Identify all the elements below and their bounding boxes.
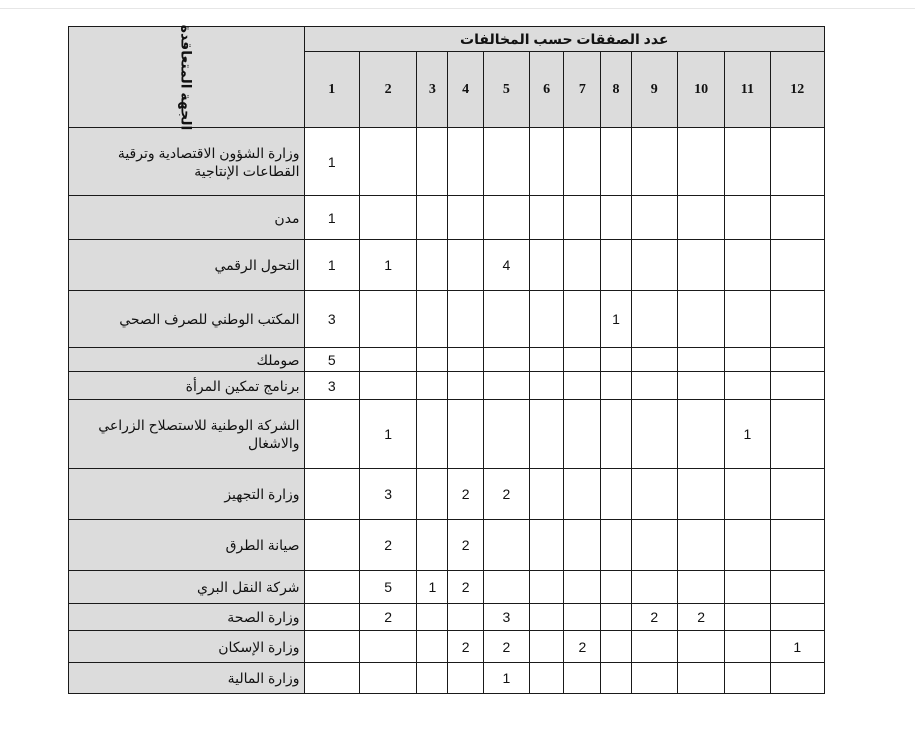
count-cell xyxy=(304,469,359,520)
entity-name-cell: برنامج تمكين المرأة xyxy=(69,372,305,400)
count-cell: 2 xyxy=(483,631,529,663)
count-cell xyxy=(601,604,631,631)
count-cell xyxy=(601,240,631,291)
column-number-header: 1 xyxy=(304,52,359,128)
entity-name-cell: صيانة الطرق xyxy=(69,520,305,571)
table-row xyxy=(69,372,825,400)
count-cell xyxy=(770,348,824,372)
count-cell xyxy=(530,348,564,372)
count-cell xyxy=(417,631,448,663)
count-cell: 1 xyxy=(304,128,359,196)
count-cell xyxy=(601,520,631,571)
count-cell xyxy=(770,240,824,291)
count-cell xyxy=(601,400,631,469)
count-cell xyxy=(417,663,448,694)
table-row xyxy=(69,571,825,604)
entity-name-cell: المكتب الوطني للصرف الصحي xyxy=(69,291,305,348)
count-cell xyxy=(770,196,824,240)
count-cell xyxy=(677,291,724,348)
entity-name-cell: وزارة الصحة xyxy=(69,604,305,631)
table-row xyxy=(69,291,825,348)
count-cell xyxy=(564,128,601,196)
count-cell xyxy=(770,128,824,196)
count-cell xyxy=(359,128,416,196)
column-number-header: 3 xyxy=(417,52,448,128)
count-cell xyxy=(770,372,824,400)
count-cell xyxy=(725,520,770,571)
count-cell: 1 xyxy=(725,400,770,469)
count-cell xyxy=(448,663,483,694)
count-cell xyxy=(304,571,359,604)
table-body xyxy=(69,128,825,694)
count-cell: 2 xyxy=(448,469,483,520)
count-cell xyxy=(359,348,416,372)
count-cell xyxy=(530,631,564,663)
count-cell xyxy=(677,469,724,520)
entity-name-cell: شركة النقل البري xyxy=(69,571,305,604)
count-cell xyxy=(483,520,529,571)
count-cell xyxy=(359,291,416,348)
table-row xyxy=(69,240,825,291)
count-cell xyxy=(677,128,724,196)
count-cell xyxy=(304,631,359,663)
count-cell xyxy=(564,571,601,604)
count-cell xyxy=(770,469,824,520)
count-cell xyxy=(359,631,416,663)
count-cell xyxy=(483,128,529,196)
count-cell xyxy=(725,196,770,240)
count-cell xyxy=(601,663,631,694)
entity-name-cell: التحول الرقمي xyxy=(69,240,305,291)
count-cell xyxy=(564,240,601,291)
count-cell xyxy=(530,400,564,469)
count-cell xyxy=(564,400,601,469)
entity-name-cell: وزارة الشؤون الاقتصادية وترقية القطاعات الإنتاجية xyxy=(69,128,305,196)
entity-name-cell: صوملك xyxy=(69,348,305,372)
count-cell xyxy=(677,571,724,604)
table-row xyxy=(69,348,825,372)
count-cell xyxy=(725,348,770,372)
count-cell xyxy=(417,291,448,348)
column-number-header: 2 xyxy=(359,52,416,128)
count-cell xyxy=(564,348,601,372)
count-cell xyxy=(564,291,601,348)
count-cell xyxy=(417,128,448,196)
count-cell xyxy=(725,128,770,196)
count-cell xyxy=(304,604,359,631)
count-cell: 3 xyxy=(304,291,359,348)
count-cell xyxy=(725,604,770,631)
column-number-header: 10 xyxy=(677,52,724,128)
column-number-header: 5 xyxy=(483,52,529,128)
count-cell xyxy=(601,196,631,240)
count-cell xyxy=(677,631,724,663)
column-number-header: 7 xyxy=(564,52,601,128)
count-cell xyxy=(417,469,448,520)
count-cell xyxy=(530,128,564,196)
table-row xyxy=(69,663,825,694)
count-cell xyxy=(631,520,677,571)
count-cell xyxy=(631,631,677,663)
count-cell xyxy=(359,663,416,694)
count-cell: 1 xyxy=(304,240,359,291)
count-cell xyxy=(448,240,483,291)
count-cell xyxy=(530,196,564,240)
count-cell xyxy=(725,469,770,520)
count-cell xyxy=(601,348,631,372)
count-cell xyxy=(304,520,359,571)
count-cell xyxy=(725,291,770,348)
count-cell xyxy=(483,571,529,604)
entity-column-header-text: الجهة المتعاقدة xyxy=(178,24,195,131)
count-cell xyxy=(530,469,564,520)
count-cell xyxy=(725,571,770,604)
count-cell xyxy=(770,520,824,571)
count-cell: 1 xyxy=(304,196,359,240)
count-cell xyxy=(304,400,359,469)
count-cell xyxy=(417,372,448,400)
count-cell: 2 xyxy=(359,604,416,631)
column-number-header: 6 xyxy=(530,52,564,128)
count-cell xyxy=(359,372,416,400)
count-cell xyxy=(631,348,677,372)
count-cell xyxy=(448,400,483,469)
violations-table xyxy=(68,26,825,694)
violations-group-header: عدد الصفقات حسب المخالفات xyxy=(304,27,824,52)
count-cell xyxy=(564,663,601,694)
entity-name-cell: الشركة الوطنية للاستصلاح الزراعي والاشغال xyxy=(69,400,305,469)
page-top-rule xyxy=(0,8,915,9)
table-row xyxy=(69,520,825,571)
count-cell xyxy=(417,400,448,469)
table-row xyxy=(69,128,825,196)
column-number-header: 12 xyxy=(770,52,824,128)
count-cell xyxy=(530,571,564,604)
count-cell xyxy=(677,240,724,291)
entity-column-header xyxy=(69,24,305,131)
count-cell xyxy=(530,663,564,694)
entity-name-cell: وزارة التجهيز xyxy=(69,469,305,520)
count-cell xyxy=(417,196,448,240)
count-cell xyxy=(530,372,564,400)
count-cell xyxy=(564,196,601,240)
count-cell xyxy=(770,400,824,469)
count-cell xyxy=(530,520,564,571)
count-cell xyxy=(304,663,359,694)
count-cell xyxy=(770,291,824,348)
count-cell xyxy=(448,604,483,631)
count-cell xyxy=(725,372,770,400)
count-cell xyxy=(564,604,601,631)
entity-name-cell: وزارة المالية xyxy=(69,663,305,694)
count-cell: 3 xyxy=(304,372,359,400)
count-cell: 2 xyxy=(483,469,529,520)
column-number-header: 9 xyxy=(631,52,677,128)
count-cell xyxy=(448,291,483,348)
count-cell xyxy=(631,128,677,196)
count-cell: 2 xyxy=(631,604,677,631)
count-cell xyxy=(483,196,529,240)
count-cell: 1 xyxy=(601,291,631,348)
count-cell xyxy=(677,663,724,694)
table-row xyxy=(69,604,825,631)
count-cell: 2 xyxy=(564,631,601,663)
entity-name-cell: وزارة الإسكان xyxy=(69,631,305,663)
count-cell: 4 xyxy=(483,240,529,291)
count-cell xyxy=(601,631,631,663)
count-cell xyxy=(601,571,631,604)
count-cell xyxy=(601,469,631,520)
count-cell xyxy=(770,571,824,604)
count-cell xyxy=(448,196,483,240)
entity-name-cell: مدن xyxy=(69,196,305,240)
count-cell xyxy=(770,663,824,694)
count-cell: 1 xyxy=(417,571,448,604)
count-cell: 2 xyxy=(448,520,483,571)
count-cell xyxy=(631,372,677,400)
column-number-header: 11 xyxy=(725,52,770,128)
count-cell xyxy=(448,348,483,372)
count-cell xyxy=(530,291,564,348)
count-cell xyxy=(631,291,677,348)
count-cell xyxy=(631,663,677,694)
count-cell xyxy=(417,520,448,571)
table-row xyxy=(69,196,825,240)
count-cell: 2 xyxy=(359,520,416,571)
count-cell xyxy=(631,469,677,520)
count-cell xyxy=(677,520,724,571)
count-cell: 5 xyxy=(359,571,416,604)
count-cell xyxy=(725,240,770,291)
count-cell xyxy=(417,348,448,372)
count-cell xyxy=(448,128,483,196)
count-cell: 2 xyxy=(448,631,483,663)
count-cell xyxy=(448,372,483,400)
count-cell xyxy=(631,400,677,469)
count-cell xyxy=(677,196,724,240)
table-row xyxy=(69,631,825,663)
count-cell: 1 xyxy=(770,631,824,663)
count-cell xyxy=(677,400,724,469)
count-cell: 3 xyxy=(359,469,416,520)
table-row xyxy=(69,469,825,520)
count-cell xyxy=(631,571,677,604)
count-cell xyxy=(564,520,601,571)
count-cell xyxy=(677,348,724,372)
count-cell xyxy=(564,372,601,400)
count-cell xyxy=(677,372,724,400)
count-cell xyxy=(483,291,529,348)
count-cell: 2 xyxy=(448,571,483,604)
count-cell xyxy=(417,604,448,631)
column-number-header: 4 xyxy=(448,52,483,128)
count-cell: 1 xyxy=(483,663,529,694)
count-cell: 1 xyxy=(359,400,416,469)
count-cell xyxy=(359,196,416,240)
count-cell xyxy=(601,372,631,400)
count-cell xyxy=(601,128,631,196)
table-row xyxy=(69,400,825,469)
count-cell xyxy=(483,400,529,469)
count-cell xyxy=(631,240,677,291)
count-cell xyxy=(725,663,770,694)
count-cell xyxy=(483,372,529,400)
count-cell: 2 xyxy=(677,604,724,631)
count-cell xyxy=(483,348,529,372)
count-cell: 1 xyxy=(359,240,416,291)
count-cell xyxy=(530,604,564,631)
count-cell xyxy=(564,469,601,520)
count-cell xyxy=(631,196,677,240)
count-cell xyxy=(770,604,824,631)
count-cell: 5 xyxy=(304,348,359,372)
count-cell xyxy=(417,240,448,291)
count-cell xyxy=(530,240,564,291)
column-number-header: 8 xyxy=(601,52,631,128)
count-cell xyxy=(725,631,770,663)
count-cell: 3 xyxy=(483,604,529,631)
